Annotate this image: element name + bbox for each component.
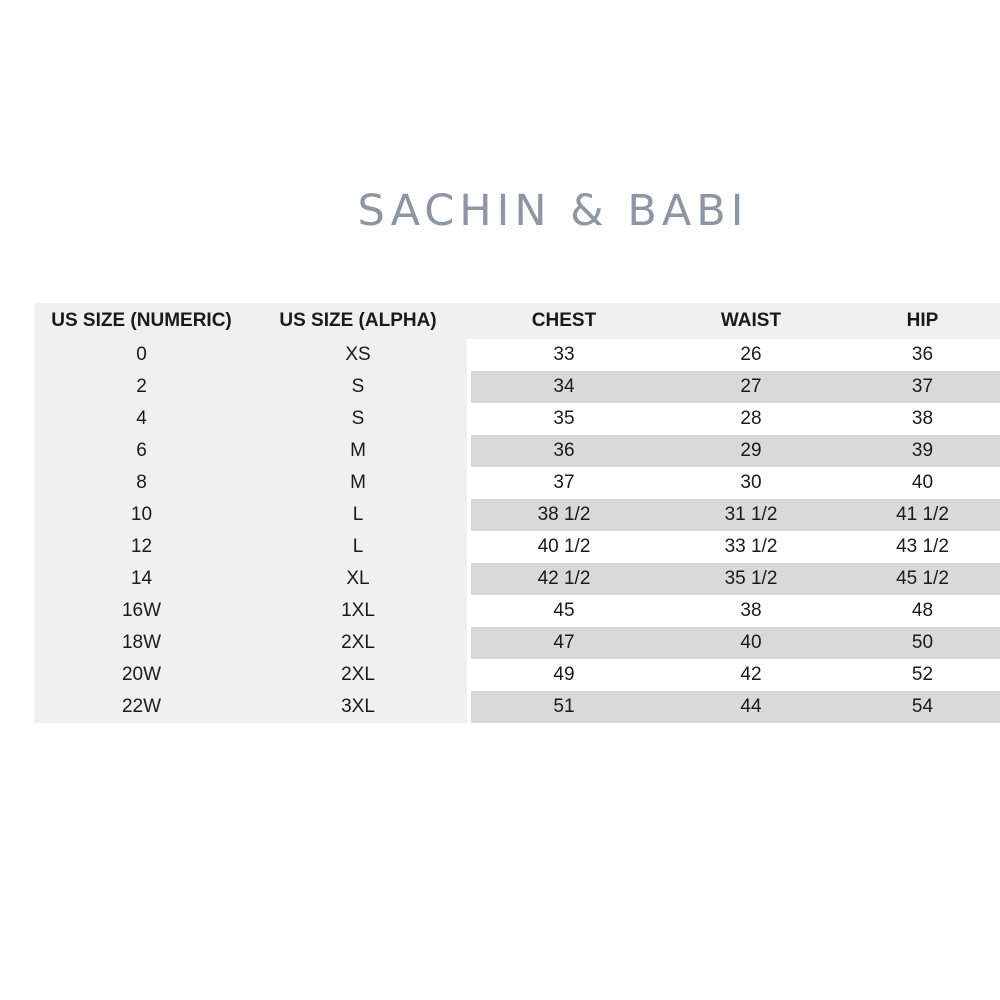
- chest-cell: 45: [471, 595, 657, 627]
- brand-logo-text: SACHIN & BABI: [357, 186, 749, 236]
- waist-cell: 44: [657, 691, 845, 723]
- hip-cell: 52: [845, 659, 1000, 691]
- hip-cell: 48: [845, 595, 1000, 627]
- chest-cell: 38 1/2: [471, 499, 657, 531]
- hip-cell: 50: [845, 627, 1000, 659]
- hip-cell: 40: [845, 467, 1000, 499]
- chest-cell: 47: [471, 627, 657, 659]
- chest-cell: 37: [471, 467, 657, 499]
- hip-cell: 39: [845, 435, 1000, 467]
- hip-cell: 37: [845, 371, 1000, 403]
- size-alpha-cell: XL: [249, 563, 467, 595]
- waist-cell: 35 1/2: [657, 563, 845, 595]
- table-row: [34, 435, 1000, 467]
- header-waist: WAIST: [657, 303, 845, 339]
- chest-cell: 36: [471, 435, 657, 467]
- size-alpha-cell: S: [249, 403, 467, 435]
- table-row: [34, 691, 1000, 723]
- hip-cell: 36: [845, 339, 1000, 371]
- hip-cell: 43 1/2: [845, 531, 1000, 563]
- table-row: [34, 467, 1000, 499]
- table-row: [34, 595, 1000, 627]
- size-alpha-cell: XS: [249, 339, 467, 371]
- size-alpha-cell: 3XL: [249, 691, 467, 723]
- size-numeric-cell: 18W: [34, 627, 249, 659]
- size-alpha-cell: M: [249, 467, 467, 499]
- table-row: [34, 403, 1000, 435]
- table-row: [34, 371, 1000, 403]
- size-numeric-cell: 14: [34, 563, 249, 595]
- size-numeric-cell: 2: [34, 371, 249, 403]
- hip-cell: 45 1/2: [845, 563, 1000, 595]
- waist-cell: 38: [657, 595, 845, 627]
- waist-cell: 40: [657, 627, 845, 659]
- header-chest: CHEST: [471, 303, 657, 339]
- table-body: [34, 339, 1000, 723]
- size-numeric-cell: 0: [34, 339, 249, 371]
- hip-cell: 41 1/2: [845, 499, 1000, 531]
- size-alpha-cell: S: [249, 371, 467, 403]
- size-chart-table: [34, 303, 1000, 723]
- hip-cell: 38: [845, 403, 1000, 435]
- chest-cell: 40 1/2: [471, 531, 657, 563]
- chest-cell: 35: [471, 403, 657, 435]
- waist-cell: 31 1/2: [657, 499, 845, 531]
- header-hip: HIP: [845, 303, 1000, 339]
- table-row: [34, 563, 1000, 595]
- size-numeric-cell: 8: [34, 467, 249, 499]
- size-alpha-cell: M: [249, 435, 467, 467]
- table-row: [34, 339, 1000, 371]
- size-numeric-cell: 22W: [34, 691, 249, 723]
- chest-cell: 34: [471, 371, 657, 403]
- waist-cell: 29: [657, 435, 845, 467]
- waist-cell: 27: [657, 371, 845, 403]
- table-header-row: [34, 303, 1000, 339]
- chest-cell: 33: [471, 339, 657, 371]
- size-numeric-cell: 20W: [34, 659, 249, 691]
- size-alpha-cell: 1XL: [249, 595, 467, 627]
- waist-cell: 42: [657, 659, 845, 691]
- waist-cell: 28: [657, 403, 845, 435]
- waist-cell: 33 1/2: [657, 531, 845, 563]
- size-alpha-cell: L: [249, 531, 467, 563]
- chest-cell: 49: [471, 659, 657, 691]
- waist-cell: 30: [657, 467, 845, 499]
- header-us-size-numeric: US SIZE (NUMERIC): [34, 303, 249, 339]
- size-numeric-cell: 10: [34, 499, 249, 531]
- size-alpha-cell: 2XL: [249, 659, 467, 691]
- size-alpha-cell: 2XL: [249, 627, 467, 659]
- size-numeric-cell: 4: [34, 403, 249, 435]
- table-row: [34, 499, 1000, 531]
- table-row: [34, 659, 1000, 691]
- header-us-size-alpha: US SIZE (ALPHA): [249, 303, 467, 339]
- chest-cell: 42 1/2: [471, 563, 657, 595]
- size-numeric-cell: 6: [34, 435, 249, 467]
- size-numeric-cell: 16W: [34, 595, 249, 627]
- waist-cell: 26: [657, 339, 845, 371]
- table-row: [34, 627, 1000, 659]
- chest-cell: 51: [471, 691, 657, 723]
- hip-cell: 54: [845, 691, 1000, 723]
- table-row: [34, 531, 1000, 563]
- size-alpha-cell: L: [249, 499, 467, 531]
- size-numeric-cell: 12: [34, 531, 249, 563]
